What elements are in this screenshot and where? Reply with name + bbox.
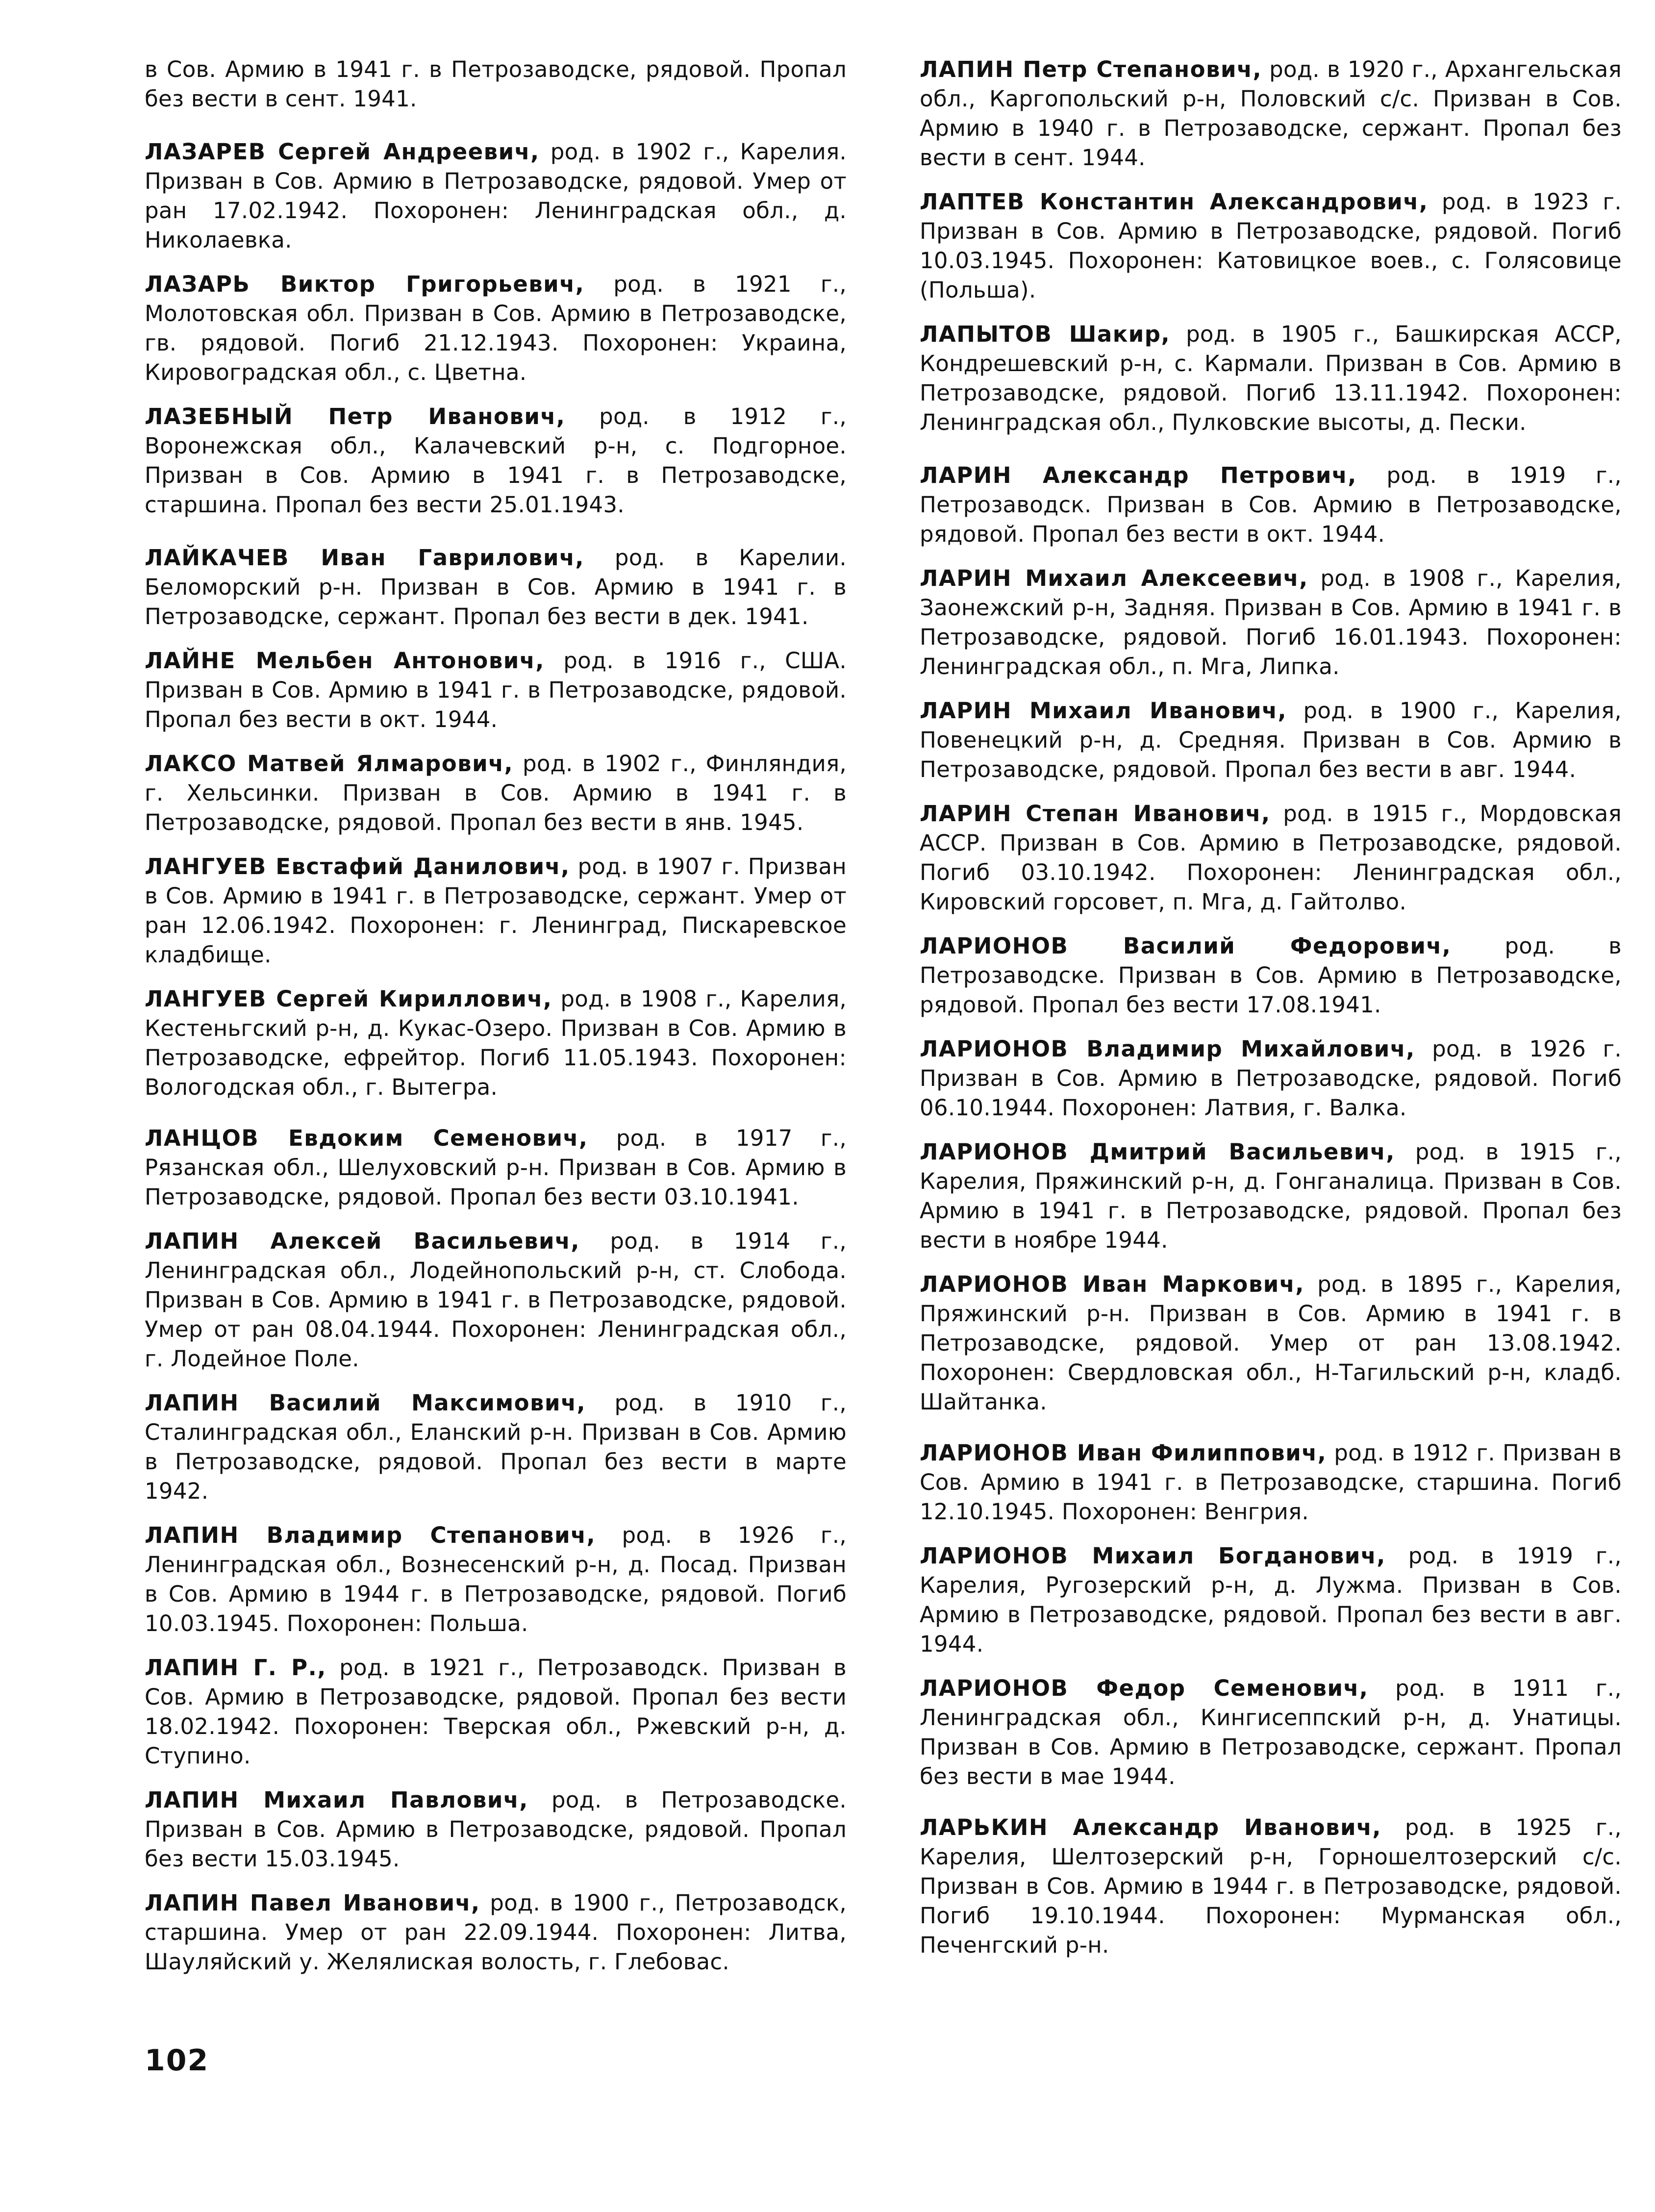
entry-lazar: [145, 270, 847, 387]
entry-name: ЛАНГУЕВ Сергей Кириллович,: [145, 986, 552, 1012]
entry-name: ЛАНГУЕВ Евстафий Данилович,: [145, 854, 570, 880]
entry-text: род. в 1908 г., Карелия, Заонежский р-н, Задняя. Призван в Сов. Армию в 1941 г. в Петрозаводске, рядовой. Погиб 16.01.1943. Похоронен: Ленинградская обл., п. Мга, Липка.: [920, 565, 1622, 679]
entry-name: ЛАНЦОВ Евдоким Семенович,: [145, 1125, 588, 1151]
page-number: 102: [145, 2043, 209, 2078]
entry-text: род. в 1895 г., Карелия, Пряжинский р-н. Призван в Сов. Армию в 1941 г. в Петрозаводске, рядовой. Умер от ран 13.08.1942. Похоронен: Свердловская обл., Н-Тагильский р-н, кладб. Шайтанка.: [920, 1271, 1622, 1415]
entry-text: род. в 1900 г., Петрозаводск, старшина. Умер от ран 22.09.1944. Похоронен: Литва, Шауляйский у. Желялиская волость, г. Глебовас.: [145, 1890, 847, 1975]
entry-text: род. в 1919 г., Петрозаводск. Призван в Сов. Армию в Петрозаводске, рядовой. Пропал без вести в окт. 1944.: [920, 462, 1622, 547]
entry-name: ЛАЗАРЬ Виктор Григорьевич,: [145, 271, 585, 297]
entry-name: ЛАПИН Петр Степанович,: [920, 56, 1262, 82]
entry-name: ЛАРЬКИН Александр Иванович,: [920, 1814, 1382, 1840]
entry-larionov-vladimir: [920, 1034, 1622, 1123]
entry-name: ЛАПИН Василий Максимович,: [145, 1390, 586, 1416]
entry-name: ЛАПИН Г. Р.,: [145, 1655, 326, 1681]
entry-name: ЛАПИН Павел Иванович,: [145, 1890, 480, 1916]
entry-lapin-g-r: [145, 1653, 847, 1771]
entry-text: род. в 1921 г., Молотовская обл. Призван в Сов. Армию в Петрозаводске, гв. рядовой. Погиб 21.12.1943. Похоронен: Украина, Кировоградская обл., с. Цветна.: [145, 271, 847, 385]
entry-text: род. в 1923 г. Призван в Сов. Армию в Петрозаводске, рядовой. Погиб 10.03.1945. Похоронен: Катовицкое воев., с. Голясовице (Польша).: [920, 189, 1622, 303]
entry-text: род. в 1907 г. Призван в Сов. Армию в 1941 г. в Петрозаводске, сержант. Умер от ран 12.06.1942. Похоронен: г. Ленинград, Пискаревское кладбище.: [145, 854, 847, 968]
entry-name: ЛАЗЕБНЫЙ Петр Иванович,: [145, 403, 566, 429]
entry-text: род. в 1917 г., Рязанская обл., Шелуховский р-н. Призван в Сов. Армию в Петрозаводске, рядовой. Пропал без вести 03.10.1941.: [145, 1125, 847, 1210]
entry-name: ЛАРИОНОВ Дмитрий Васильевич,: [920, 1139, 1395, 1165]
entry-name: ЛАРИН Михаил Иванович,: [920, 698, 1287, 724]
entry-text: род. в 1915 г., Мордовская АССР. Призван в Сов. Армию в Петрозаводске, рядовой. Погиб 03.10.1942. Похоронен: Ленинградская обл., Кировский горсовет, п. Мга, д. Гайтолво.: [920, 801, 1622, 915]
continuation-text: в Сов. Армию в 1941 г. в Петрозаводске, рядовой. Пропал без вести в сент. 1941.: [145, 56, 847, 112]
entry-laptev: [920, 187, 1622, 305]
entry-text: род. в 1911 г., Ленинградская обл., Кингисеппский р-н, д. Унатицы. Призван в Сов. Армию в Петрозаводске, сержант. Пропал без вести в мае 1944.: [920, 1675, 1622, 1789]
entry-text: род. в 1905 г., Башкирская АССР, Кондрешевский р-н, с. Кармали. Призван в Сов. Армию в Петрозаводске, рядовой. Погиб 13.11.1942. Похоронен: Ленинградская обл., Пулковские высоты, д. Пески.: [920, 321, 1622, 435]
entry-text: род. в Петрозаводске. Призван в Сов. Армию в Петрозаводске, рядовой. Пропал без вести 17.08.1941.: [920, 933, 1622, 1018]
entry-text: род. в 1919 г., Карелия, Ругозерский р-н, д. Лужма. Призван в Сов. Армию в Петрозаводске, рядовой. Пропал без вести в авг. 1944.: [920, 1543, 1622, 1657]
entry-text: род. в Петрозаводске. Призван в Сов. Армию в Петрозаводске, рядовой. Пропал без вести 15.03.1945.: [145, 1787, 847, 1872]
entry-name: ЛАРИОНОВ Иван Филиппович,: [920, 1440, 1327, 1466]
entry-name: ЛАЙКАЧЕВ Иван Гаврилович,: [145, 545, 585, 571]
entry-lazebny: [145, 402, 847, 520]
entry-text: род. в 1910 г., Сталинградская обл., Еланский р-н. Призван в Сов. Армию в Петрозаводске, рядовой. Пропал без вести в марте 1942.: [145, 1390, 847, 1504]
entry-name: ЛАКСО Матвей Ялмарович,: [145, 751, 514, 777]
entry-name: ЛАРИОНОВ Владимир Михайлович,: [920, 1036, 1415, 1062]
entry-lapin-mikhail: [145, 1785, 847, 1874]
entry-layne: [145, 646, 847, 734]
entry-larionov-ivan-markovich: [920, 1270, 1622, 1417]
entry-larionov-mikhail: [920, 1541, 1622, 1659]
entry-name: ЛАПИН Владимир Степанович,: [145, 1522, 596, 1548]
entry-lantsov: [145, 1124, 847, 1212]
entry-larionov-vasiliy: [920, 931, 1622, 1020]
entry-lapytov: [920, 320, 1622, 437]
entry-languev-sergey: [145, 984, 847, 1102]
entry-lapin-vasiliy: [145, 1388, 847, 1506]
entry-name: ЛАРИОНОВ Михаил Богданович,: [920, 1543, 1386, 1569]
entry-name: ЛАПТЕВ Константин Александрович,: [920, 189, 1429, 215]
entry-name: ЛАЗАРЕВ Сергей Андреевич,: [145, 139, 540, 165]
entry-text: род. в Карелии. Беломорский р-н. Призван в Сов. Армию в 1941 г. в Петрозаводске, сержант. Пропал без вести в дек. 1941.: [145, 545, 847, 629]
entry-larin-aleksandr: [920, 461, 1622, 549]
entry-name: ЛАПЫТОВ Шакир,: [920, 321, 1171, 347]
entry-larionov-fedor: [920, 1674, 1622, 1791]
entry-lapin-vladimir: [145, 1521, 847, 1638]
entry-name: ЛАПИН Михаил Павлович,: [145, 1787, 528, 1813]
entry-lapin-aleksey: [145, 1227, 847, 1374]
left-column: [145, 55, 847, 1991]
entry-name: ЛАРИОНОВ Иван Маркович,: [920, 1271, 1304, 1297]
entry-lapin-petr: [920, 55, 1622, 173]
entry-laykachev: [145, 543, 847, 631]
entry-larin-stepan: [920, 799, 1622, 917]
entry-text: род. в 1916 г., США. Призван в Сов. Армию в 1941 г. в Петрозаводске, рядовой. Пропал без вести в окт. 1944.: [145, 648, 847, 732]
entry-text: род. в 1902 г., Финляндия, г. Хельсинки. Призван в Сов. Армию в 1941 г. в Петрозаводске, рядовой. Пропал без вести в янв. 1945.: [145, 751, 847, 835]
entry-text: род. в 1926 г. Призван в Сов. Армию в Петрозаводске, рядовой. Погиб 06.10.1944. Похоронен: Латвия, г. Валка.: [920, 1036, 1622, 1121]
entry-name: ЛАРИОНОВ Федор Семенович,: [920, 1675, 1369, 1701]
entry-name: ЛАРИН Степан Иванович,: [920, 801, 1271, 827]
entry-text: род. в 1900 г., Карелия, Повенецкий р-н, д. Средняя. Призван в Сов. Армию в Петрозаводске, рядовой. Пропал без вести в авг. 1944.: [920, 698, 1622, 782]
entry-larkin: [920, 1813, 1622, 1960]
entry-name: ЛАЙНЕ Мельбен Антонович,: [145, 648, 545, 674]
entry-lapin-pavel: [145, 1888, 847, 1977]
entry-larin-mikhail-alekseevich: [920, 564, 1622, 681]
entry-text: род. в 1912 г. Призван в Сов. Армию в 1941 г. в Петрозаводске, старшина. Погиб 12.10.1945. Похоронен: Венгрия.: [920, 1440, 1622, 1525]
entry-text: род. в 1908 г., Карелия, Кестеньгский р-н, д. Кукас-Озеро. Призван в Сов. Армию в Петрозаводске, ефрейтор. Погиб 11.05.1943. Похоронен: Вологодская обл., г. Вытегра.: [145, 986, 847, 1100]
entry-name: ЛАРИОНОВ Василий Федорович,: [920, 933, 1452, 959]
entry-text: род. в 1925 г., Карелия, Шелтозерский р-н, Горношелтозерский с/с. Призван в Сов. Армию в 1944 г. в Петрозаводске, рядовой. Погиб 19.10.1944. Похоронен: Мурманская обл., Печенгский р-н.: [920, 1814, 1622, 1958]
entry-lazarev: [145, 137, 847, 255]
entry-text: род. в 1912 г., Воронежская обл., Калачевский р-н, с. Подгорное. Призван в Сов. Армию в 1941 г. в Петрозаводске, старшина. Пропал без вести 25.01.1943.: [145, 403, 847, 518]
entry-name: ЛАРИН Александр Петрович,: [920, 462, 1357, 488]
entry-text: род. в 1920 г., Архангельская обл., Каргопольский р-н, Половский с/с. Призван в Сов. Армию в 1940 г. в Петрозаводске, сержант. Пропал без вести в сент. 1944.: [920, 56, 1622, 171]
entry-name: ЛАРИН Михаил Алексеевич,: [920, 565, 1308, 591]
entry-text: род. в 1914 г., Ленинградская обл., Лодейнопольский р-н, ст. Слобода. Призван в Сов. Армию в 1941 г. в Петрозаводске, рядовой. Умер от ран 08.04.1944. Похоронен: Ленинградская обл., г. Лодейное Поле.: [145, 1228, 847, 1372]
entry-languev-evstafiy: [145, 852, 847, 970]
entry-text: род. в 1921 г., Петрозаводск. Призван в Сов. Армию в Петрозаводске, рядовой. Пропал без вести 18.02.1942. Похоронен: Тверская обл., Ржевский р-н, д. Ступино.: [145, 1655, 847, 1769]
entry-larionov-ivan-filippovich: [920, 1438, 1622, 1527]
right-column: [920, 55, 1622, 1975]
entry-lakso: [145, 749, 847, 837]
entry-larin-mikhail-ivanovich: [920, 696, 1622, 784]
entry-text: род. в 1926 г., Ленинградская обл., Вознесенский р-н, д. Посад. Призван в Сов. Армию в 1944 г. в Петрозаводске, рядовой. Погиб 10.03.1945. Похоронен: Польша.: [145, 1522, 847, 1636]
entry-text: род. в 1915 г., Карелия, Пряжинский р-н, д. Гонганалица. Призван в Сов. Армию в 1941 г. в Петрозаводске, рядовой. Пропал без вести в ноябре 1944.: [920, 1139, 1622, 1253]
entry-name: ЛАПИН Алексей Васильевич,: [145, 1228, 580, 1254]
entry-larionov-dmitriy: [920, 1137, 1622, 1255]
entry-text: род. в 1902 г., Карелия. Призван в Сов. Армию в Петрозаводске, рядовой. Умер от ран 17.02.1942. Похоронен: Ленинградская обл., д. Николаевка.: [145, 139, 847, 253]
